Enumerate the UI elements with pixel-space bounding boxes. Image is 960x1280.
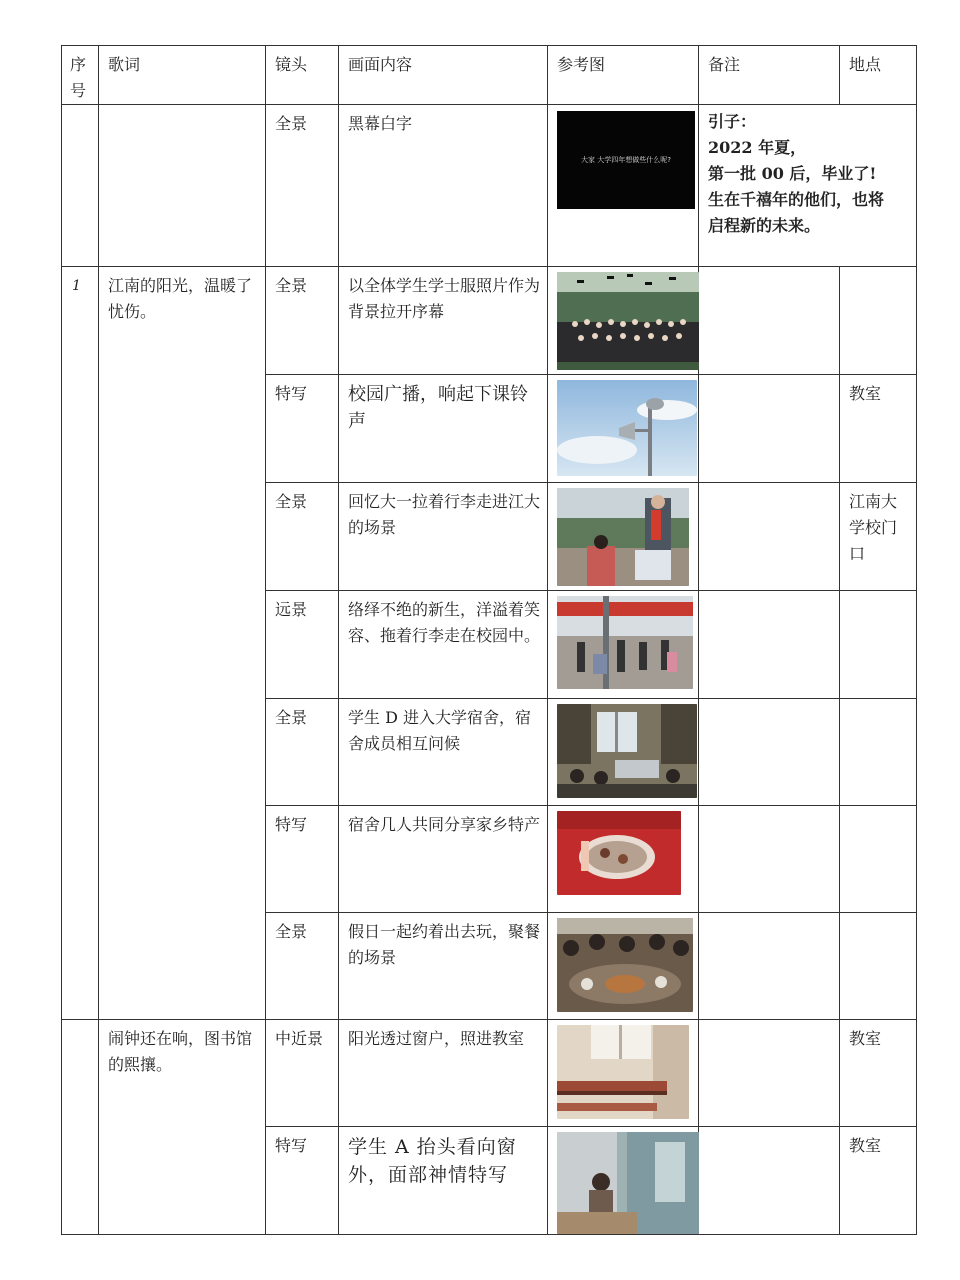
new-students-photo [557,596,693,689]
table-row [62,1020,917,1127]
dormitory-photo [557,704,697,798]
ref-cell [548,1020,699,1127]
place-cell [840,591,917,699]
intro-note-line: 启程新的未来。 [708,216,821,235]
content-cell: 络绎不绝的新生，洋溢着笑容、拖着行李走在校园中。 [339,591,548,699]
note-cell [699,267,840,375]
group1-seq: 1 [62,267,99,1020]
intro-note-line: 2022 年夏， [708,138,807,157]
header-content: 画面内容 [339,46,548,105]
group2-seq [62,1020,99,1235]
place-cell [840,806,917,913]
storyboard-table [61,45,917,1235]
ref-cell [548,591,699,699]
ref-cell [548,699,699,806]
dinner-party-photo [557,918,693,1012]
header-seq [62,46,99,105]
note-cell [699,483,840,591]
ref-cell [548,806,699,913]
note-cell [699,806,840,913]
shot-cell: 全景 [266,483,339,591]
student-window-photo [557,1132,699,1234]
note-cell [699,375,840,483]
shot-cell: 远景 [266,591,339,699]
content-cell: 学生 D 进入大学宿舍，宿舍成员相互问候 [339,699,548,806]
content-cell: 校园广播，响起下课铃声 [339,375,548,483]
intro-note-line: 生在千禧年的他们，也将 [708,190,885,209]
header-note: 备注 [699,46,840,105]
ref-cell [548,1127,699,1235]
header-ref: 参考图 [548,46,699,105]
place-cell: 教室 [840,375,917,483]
note-cell [699,913,840,1020]
content-cell: 学生 A 抬头看向窗外，面部神情特写 [339,1127,548,1235]
group1-lyrics: 江南的阳光，温暖了忧伤。 [99,267,266,1020]
ref-cell [548,483,699,591]
graduation-photo [557,272,699,370]
place-cell: 江南大学校门口 [840,483,917,591]
intro-ref [548,105,699,267]
group2-lyrics: 闹钟还在响，图书馆的熙攘。 [99,1020,266,1235]
ref-cell [548,267,699,375]
intro-note [699,105,917,267]
shot-cell: 特写 [266,375,339,483]
intro-note-line: 第一批 00 后，毕业了! [708,164,877,183]
table-row-intro [62,105,917,267]
loudspeaker-photo [557,380,697,476]
intro-lyrics [99,105,266,267]
campus-gate-photo [557,488,689,586]
place-cell [840,699,917,806]
note-cell [699,699,840,806]
content-cell: 假日一起约着出去玩，聚餐的场景 [339,913,548,1020]
intro-content: 黑幕白字 [339,105,548,267]
shot-cell: 特写 [266,806,339,913]
place-cell [840,913,917,1020]
black-title-card [557,111,695,209]
note-cell [699,1020,840,1127]
header-seq-line1: 序 [70,55,87,74]
content-cell: 宿舍几人共同分享家乡特产 [339,806,548,913]
intro-note-line: 引子： [708,112,757,131]
header-lyrics: 歌词 [99,46,266,105]
shot-cell: 全景 [266,699,339,806]
place-cell [840,267,917,375]
shot-cell: 中近景 [266,1020,339,1127]
shot-cell: 全景 [266,267,339,375]
place-cell: 教室 [840,1127,917,1235]
table-row [62,267,917,375]
ref-cell [548,913,699,1020]
classroom-sunlight-photo [557,1025,689,1119]
place-cell: 教室 [840,1020,917,1127]
note-cell [699,1127,840,1235]
shot-cell: 特写 [266,1127,339,1235]
content-cell: 以全体学生学士服照片作为背景拉开序幕 [339,267,548,375]
black-card-text: 大家 大学四年想做些什么呢? [581,156,671,164]
content-cell: 阳光透过窗户，照进教室 [339,1020,548,1127]
header-shot: 镜头 [266,46,339,105]
ref-cell [548,375,699,483]
content-cell: 回忆大一拉着行李走进江大的场景 [339,483,548,591]
header-row [62,46,917,105]
local-specialty-photo [557,811,681,895]
intro-shot: 全景 [266,105,339,267]
header-place: 地点 [840,46,917,105]
note-cell [699,591,840,699]
intro-seq [62,105,99,267]
shot-cell: 全景 [266,913,339,1020]
header-seq-line2: 号 [70,81,87,100]
